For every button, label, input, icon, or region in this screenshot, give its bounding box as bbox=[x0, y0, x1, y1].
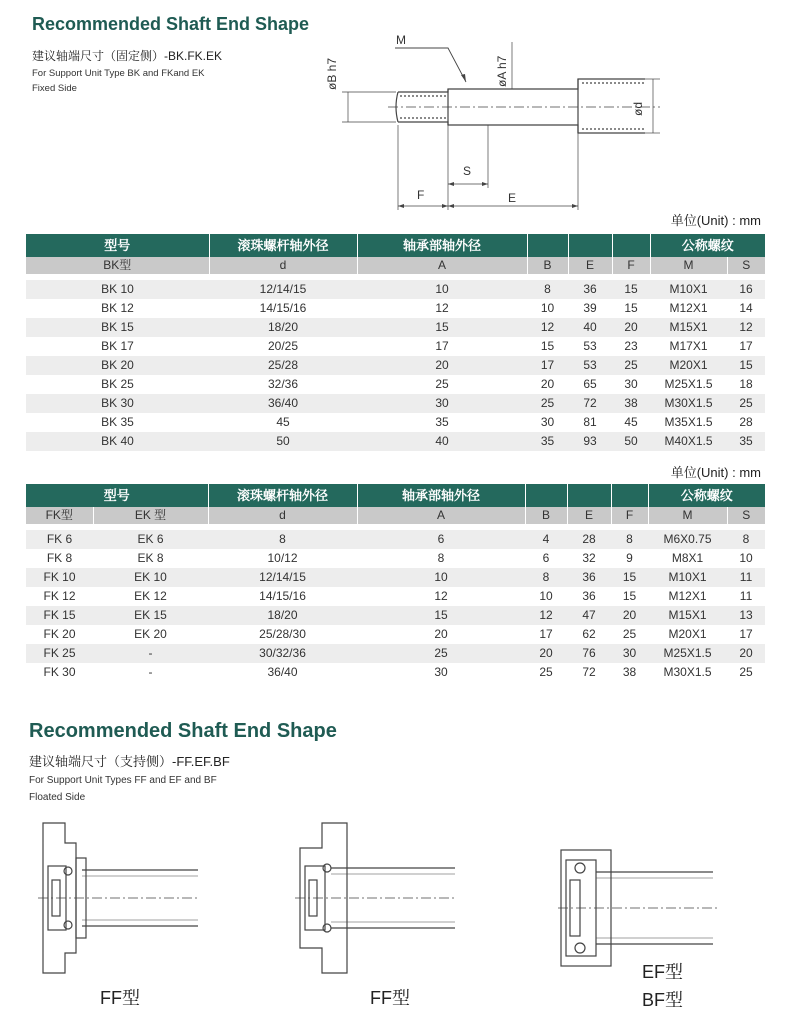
bk-subheader: S bbox=[727, 257, 765, 274]
fk-subheader: B bbox=[525, 507, 567, 524]
fk-table-cell: 25 bbox=[611, 625, 648, 644]
fk-header-screw-dia: 滚珠螺杆轴外径 bbox=[208, 484, 357, 507]
bk-table-cell: M17X1 bbox=[650, 337, 727, 356]
bk-table-cell: 15 bbox=[357, 318, 527, 337]
fk-header-bearing-dia: 轴承部轴外径 bbox=[357, 484, 525, 507]
fk-table-body bbox=[26, 530, 765, 682]
bk-table-cell: 17 bbox=[727, 337, 765, 356]
fk-table-cell: 76 bbox=[567, 644, 611, 663]
ff-support-drawing-1 bbox=[38, 818, 200, 978]
bk-spec-table bbox=[26, 234, 765, 451]
bk-subheader: M bbox=[650, 257, 727, 274]
bk-table-cell: BK 10 bbox=[26, 280, 209, 299]
bk-header-blank bbox=[612, 234, 650, 257]
bk-header-bearing-dia: 轴承部轴外径 bbox=[357, 234, 527, 257]
bk-table-cell: BK 25 bbox=[26, 375, 209, 394]
fk-table-cell: EK 15 bbox=[93, 606, 208, 625]
fk-header-row-2 bbox=[26, 507, 765, 524]
fk-table-cell: EK 10 bbox=[93, 568, 208, 587]
bk-header-blank bbox=[527, 234, 568, 257]
fk-table-cell: 25 bbox=[525, 663, 567, 682]
bk-table-cell: 15 bbox=[527, 337, 568, 356]
fk-table-cell: 8 bbox=[357, 549, 525, 568]
fk-table-cell: M25X1.5 bbox=[648, 644, 727, 663]
bk-table-cell: BK 12 bbox=[26, 299, 209, 318]
bk-table-cell: 45 bbox=[612, 413, 650, 432]
fk-table-cell: EK 20 bbox=[93, 625, 208, 644]
fk-table-cell: 17 bbox=[525, 625, 567, 644]
fk-table-cell: 36/40 bbox=[208, 663, 357, 682]
diagram-label-m: M bbox=[396, 33, 406, 47]
section2-subtitle-en bbox=[29, 772, 217, 806]
bk-table-cell: 30 bbox=[357, 394, 527, 413]
bk-table-cell: 35 bbox=[357, 413, 527, 432]
bk-table-cell: 25 bbox=[527, 394, 568, 413]
fk-table-cell: 20 bbox=[727, 644, 765, 663]
fk-table-row bbox=[26, 568, 765, 587]
fk-table-cell: M20X1 bbox=[648, 625, 727, 644]
fk-table-cell: M12X1 bbox=[648, 587, 727, 606]
fk-subheader: M bbox=[648, 507, 727, 524]
fk-table-cell: FK 12 bbox=[26, 587, 93, 606]
bk-table-row bbox=[26, 375, 765, 394]
bk-table-body bbox=[26, 280, 765, 451]
fk-table-cell: 6 bbox=[525, 549, 567, 568]
fk-spec-table bbox=[26, 484, 765, 682]
bk-table-cell: BK 17 bbox=[26, 337, 209, 356]
bk-table-cell: M35X1.5 bbox=[650, 413, 727, 432]
fk-subheader: d bbox=[208, 507, 357, 524]
fk-subheader: E bbox=[567, 507, 611, 524]
diagram-label-a: øA h7 bbox=[495, 55, 509, 87]
bk-header-row-2 bbox=[26, 257, 765, 274]
bk-table-cell: BK 20 bbox=[26, 356, 209, 375]
bk-table-cell: 53 bbox=[568, 337, 612, 356]
bk-table-cell: M20X1 bbox=[650, 356, 727, 375]
unit-label-2: 单位(Unit) : mm bbox=[670, 465, 761, 480]
fk-table-cell: 72 bbox=[567, 663, 611, 682]
fk-table-cell: 14/15/16 bbox=[208, 587, 357, 606]
fk-table-cell: 25/28/30 bbox=[208, 625, 357, 644]
fk-table-cell: EK 6 bbox=[93, 530, 208, 549]
fk-subheader: S bbox=[727, 507, 765, 524]
fk-table-cell: 15 bbox=[611, 587, 648, 606]
fk-table-row bbox=[26, 530, 765, 549]
bk-header-blank bbox=[568, 234, 612, 257]
fk-table-cell: - bbox=[93, 644, 208, 663]
section2-subtitle-en2: Floated Side bbox=[29, 792, 86, 803]
bk-table-cell: 17 bbox=[357, 337, 527, 356]
fk-subheader: F bbox=[611, 507, 648, 524]
fk-table-cell: EK 8 bbox=[93, 549, 208, 568]
bk-table-cell: 16 bbox=[727, 280, 765, 299]
fk-table-cell: 4 bbox=[525, 530, 567, 549]
fk-table-cell: 9 bbox=[611, 549, 648, 568]
fk-table-cell: 25 bbox=[357, 644, 525, 663]
bk-subheader: BK型 bbox=[26, 257, 209, 274]
section1-subtitle-en bbox=[32, 66, 205, 96]
bk-table-cell: M10X1 bbox=[650, 280, 727, 299]
bk-header-model: 型号 bbox=[26, 234, 209, 257]
fk-table-cell: M15X1 bbox=[648, 606, 727, 625]
fk-table-cell: M8X1 bbox=[648, 549, 727, 568]
fk-table-cell: 62 bbox=[567, 625, 611, 644]
bk-table-cell: 93 bbox=[568, 432, 612, 451]
fk-table-cell: 8 bbox=[208, 530, 357, 549]
bk-table-cell: 23 bbox=[612, 337, 650, 356]
section1-subtitle-en2: Fixed Side bbox=[32, 83, 77, 94]
bk-table-cell: 45 bbox=[209, 413, 357, 432]
fk-header-blank bbox=[525, 484, 567, 507]
fk-table-cell: 36 bbox=[567, 568, 611, 587]
bk-subheader: A bbox=[357, 257, 527, 274]
fk-table-cell: 36 bbox=[567, 587, 611, 606]
fk-table-cell: 15 bbox=[357, 606, 525, 625]
bk-table-cell: 28 bbox=[727, 413, 765, 432]
fk-table-cell: 30 bbox=[611, 644, 648, 663]
bk-table-cell: 36/40 bbox=[209, 394, 357, 413]
fk-table-cell: 10 bbox=[357, 568, 525, 587]
caption-ef: EF型 bbox=[642, 962, 684, 982]
fk-table-row bbox=[26, 587, 765, 606]
fk-table-cell: 17 bbox=[727, 625, 765, 644]
fk-table-cell: 8 bbox=[727, 530, 765, 549]
bk-table-cell: 18 bbox=[727, 375, 765, 394]
bk-table-cell: BK 35 bbox=[26, 413, 209, 432]
bk-subheader: E bbox=[568, 257, 612, 274]
bk-table-cell: 40 bbox=[568, 318, 612, 337]
fk-table-cell: 28 bbox=[567, 530, 611, 549]
fk-table-cell: 30/32/36 bbox=[208, 644, 357, 663]
bk-table-cell: 53 bbox=[568, 356, 612, 375]
bk-table-cell: M12X1 bbox=[650, 299, 727, 318]
fk-table-cell: M10X1 bbox=[648, 568, 727, 587]
bk-table-row bbox=[26, 394, 765, 413]
fk-table-cell: M6X0.75 bbox=[648, 530, 727, 549]
fk-table-row bbox=[26, 663, 765, 682]
fk-subheader: FK型 bbox=[26, 507, 93, 524]
bk-table-cell: 30 bbox=[527, 413, 568, 432]
section1-title: Recommended Shaft End Shape bbox=[32, 14, 310, 34]
fk-table-cell: 30 bbox=[357, 663, 525, 682]
bk-table-cell: 36 bbox=[568, 280, 612, 299]
fk-table-cell: 38 bbox=[611, 663, 648, 682]
fk-table-cell: 20 bbox=[611, 606, 648, 625]
bk-table-row bbox=[26, 337, 765, 356]
fk-table-cell: FK 8 bbox=[26, 549, 93, 568]
fk-table-cell: FK 20 bbox=[26, 625, 93, 644]
fk-table-cell: - bbox=[93, 663, 208, 682]
bk-table-cell: BK 40 bbox=[26, 432, 209, 451]
fk-table-cell: 20 bbox=[525, 644, 567, 663]
section1-subtitle-cn: 建议轴端尺寸（固定侧）-BK.FK.EK bbox=[32, 49, 223, 63]
bk-table-cell: 25 bbox=[612, 356, 650, 375]
bk-table-cell: 65 bbox=[568, 375, 612, 394]
fk-table-cell: FK 25 bbox=[26, 644, 93, 663]
fk-table-cell: 10/12 bbox=[208, 549, 357, 568]
fk-table-cell: 6 bbox=[357, 530, 525, 549]
fk-table-cell: 12 bbox=[357, 587, 525, 606]
bk-table-cell: 38 bbox=[612, 394, 650, 413]
ef-bf-support-drawing bbox=[558, 846, 718, 970]
fk-table-cell: 11 bbox=[727, 568, 765, 587]
bk-table-cell: 35 bbox=[727, 432, 765, 451]
fk-table-cell: 12/14/15 bbox=[208, 568, 357, 587]
diagram-label-d: ød bbox=[631, 101, 645, 116]
bk-table-cell: 12 bbox=[357, 299, 527, 318]
bk-header-row-1 bbox=[26, 234, 765, 257]
bk-table-row bbox=[26, 280, 765, 299]
section2-subtitle-cn: 建议轴端尺寸（支持侧）-FF.EF.BF bbox=[29, 754, 230, 769]
bk-table-cell: 40 bbox=[357, 432, 527, 451]
bk-table-cell: M15X1 bbox=[650, 318, 727, 337]
bk-table-cell: 39 bbox=[568, 299, 612, 318]
diagram-label-s: S bbox=[463, 164, 472, 178]
bk-table-row bbox=[26, 318, 765, 337]
section1-subtitle-en1: For Support Unit Type BK and FKand EK bbox=[32, 68, 205, 79]
bk-table-cell: 12 bbox=[727, 318, 765, 337]
bk-table-row bbox=[26, 356, 765, 375]
bk-table-cell: 17 bbox=[527, 356, 568, 375]
bk-table-cell: BK 30 bbox=[26, 394, 209, 413]
diagram-label-f: F bbox=[417, 188, 425, 202]
fk-table-cell: 32 bbox=[567, 549, 611, 568]
bk-table-cell: 25 bbox=[357, 375, 527, 394]
bk-table-cell: 20 bbox=[357, 356, 527, 375]
fk-table-cell: FK 15 bbox=[26, 606, 93, 625]
ff-support-drawing-2 bbox=[295, 818, 457, 978]
bk-header-thread: 公称螺纹 bbox=[650, 234, 765, 257]
fk-table-cell: 13 bbox=[727, 606, 765, 625]
bk-table-cell: 25 bbox=[727, 394, 765, 413]
bk-table-cell: 14/15/16 bbox=[209, 299, 357, 318]
fk-table-cell: 8 bbox=[525, 568, 567, 587]
fk-table-cell: 20 bbox=[357, 625, 525, 644]
fk-header-blank bbox=[611, 484, 648, 507]
unit-label-1: 单位(Unit) : mm bbox=[670, 213, 761, 228]
bk-table-cell: 20 bbox=[527, 375, 568, 394]
bk-table-cell: M40X1.5 bbox=[650, 432, 727, 451]
bk-table-cell: 12 bbox=[527, 318, 568, 337]
bk-table-cell: 50 bbox=[209, 432, 357, 451]
fk-table-cell: FK 30 bbox=[26, 663, 93, 682]
fk-table-cell: EK 12 bbox=[93, 587, 208, 606]
bk-table-row bbox=[26, 432, 765, 451]
diagram-label-b: øB h7 bbox=[325, 57, 339, 90]
bk-table-cell: 18/20 bbox=[209, 318, 357, 337]
bk-header-screw-dia: 滚珠螺杆轴外径 bbox=[209, 234, 357, 257]
fk-header-thread: 公称螺纹 bbox=[648, 484, 765, 507]
bk-subheader: d bbox=[209, 257, 357, 274]
fk-table-cell: 10 bbox=[727, 549, 765, 568]
bk-table-cell: 20/25 bbox=[209, 337, 357, 356]
fk-table-cell: FK 6 bbox=[26, 530, 93, 549]
fixed-side-shaft-diagram bbox=[320, 30, 665, 215]
fk-header-blank bbox=[567, 484, 611, 507]
bk-table-cell: M25X1.5 bbox=[650, 375, 727, 394]
fk-table-cell: 8 bbox=[611, 530, 648, 549]
fk-header-model: 型号 bbox=[26, 484, 208, 507]
fk-table-row bbox=[26, 549, 765, 568]
fk-header-row-1 bbox=[26, 484, 765, 507]
bk-table-cell: M30X1.5 bbox=[650, 394, 727, 413]
fk-table-row bbox=[26, 644, 765, 663]
fk-table-cell: 47 bbox=[567, 606, 611, 625]
bk-table-cell: 50 bbox=[612, 432, 650, 451]
caption-ff-2: FF型 bbox=[370, 988, 410, 1008]
fk-table-row bbox=[26, 606, 765, 625]
bk-table-row bbox=[26, 413, 765, 432]
fk-table-cell: 25 bbox=[727, 663, 765, 682]
diagram-label-e: E bbox=[508, 191, 517, 205]
fk-table-cell: M30X1.5 bbox=[648, 663, 727, 682]
fk-table-cell: 10 bbox=[525, 587, 567, 606]
caption-ff-1: FF型 bbox=[100, 988, 140, 1008]
fk-table-cell: 11 bbox=[727, 587, 765, 606]
bk-table-cell: 8 bbox=[527, 280, 568, 299]
bk-table-cell: 10 bbox=[357, 280, 527, 299]
bk-table-cell: 15 bbox=[612, 299, 650, 318]
bk-table-cell: 15 bbox=[727, 356, 765, 375]
bk-table-row bbox=[26, 299, 765, 318]
fk-table-cell: FK 10 bbox=[26, 568, 93, 587]
fk-subheader: A bbox=[357, 507, 525, 524]
bk-table-cell: 10 bbox=[527, 299, 568, 318]
section2-subtitle-en1: For Support Unit Types FF and EF and BF bbox=[29, 775, 217, 786]
bk-table-cell: 32/36 bbox=[209, 375, 357, 394]
fk-table-cell: 12 bbox=[525, 606, 567, 625]
bk-table-cell: 20 bbox=[612, 318, 650, 337]
bk-table-cell: 30 bbox=[612, 375, 650, 394]
bk-table-cell: 25/28 bbox=[209, 356, 357, 375]
bk-subheader: B bbox=[527, 257, 568, 274]
bk-table-cell: 81 bbox=[568, 413, 612, 432]
bk-table-cell: 72 bbox=[568, 394, 612, 413]
caption-bf: BF型 bbox=[642, 990, 684, 1010]
fk-table-row bbox=[26, 625, 765, 644]
bk-table-cell: 14 bbox=[727, 299, 765, 318]
bk-table-cell: 15 bbox=[612, 280, 650, 299]
bk-table-cell: BK 15 bbox=[26, 318, 209, 337]
bk-table-cell: 35 bbox=[527, 432, 568, 451]
bk-subheader: F bbox=[612, 257, 650, 274]
fk-subheader: EK 型 bbox=[93, 507, 208, 524]
fk-table-cell: 18/20 bbox=[208, 606, 357, 625]
section2-title: Recommended Shaft End Shape bbox=[29, 720, 337, 742]
bk-table-cell: 12/14/15 bbox=[209, 280, 357, 299]
fk-table-cell: 15 bbox=[611, 568, 648, 587]
